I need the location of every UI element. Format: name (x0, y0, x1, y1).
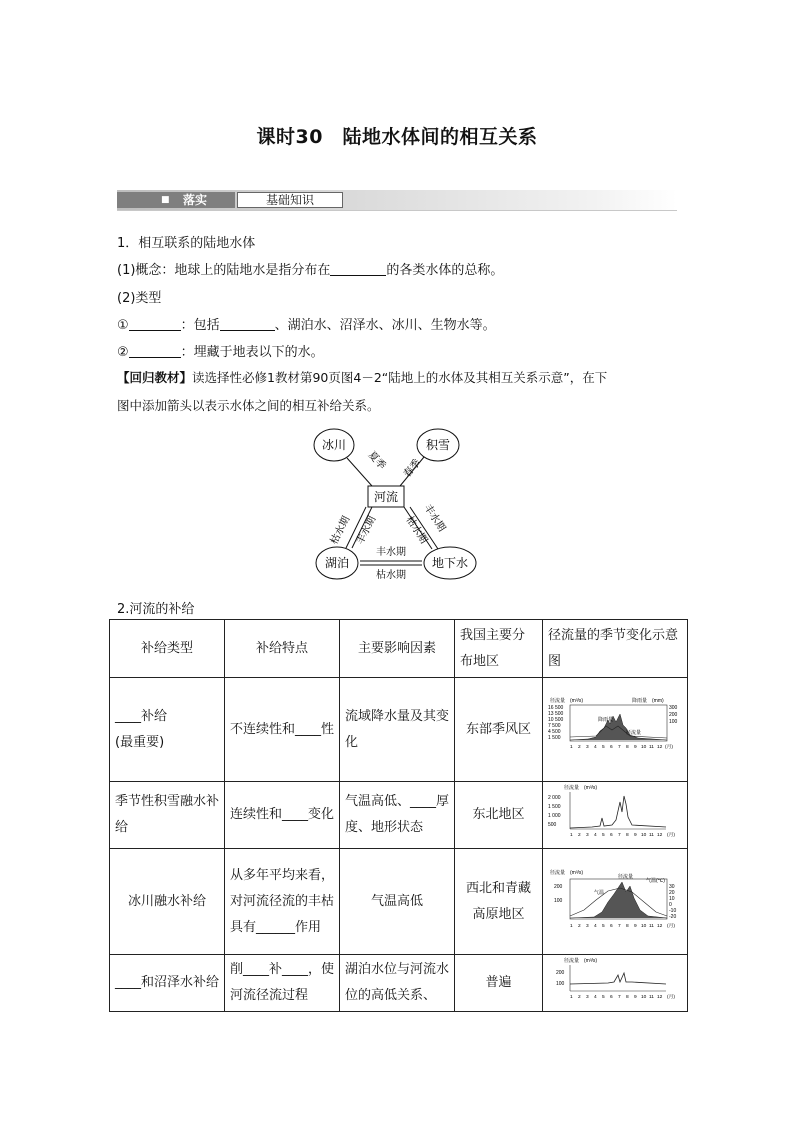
svg-text:8: 8 (626, 744, 629, 750)
header-cell: 主要影响因素 (340, 620, 455, 678)
textbook-ref: 【回归教材】读选择性必修1教材第90页图4－2“陆地上的水体及其相互关系示意”，在下 (117, 370, 608, 385)
svg-text:9: 9 (634, 744, 637, 750)
svg-text:10: 10 (641, 995, 647, 1000)
section-heading: 1．相互联系的陆地水体 (117, 236, 256, 251)
svg-text:6: 6 (610, 744, 613, 750)
svg-text:降雨量: 降雨量 (632, 697, 648, 704)
header-cell: 我国主要分布地区 (455, 620, 543, 678)
concept-line: (1)概念：地球上的陆地水是指分布在 的各类水体的总称。 (117, 263, 504, 278)
lake-label: 湖泊 (324, 556, 350, 570)
svg-text:12: 12 (657, 995, 663, 1000)
page-title: 课时30 陆地水体间的相互关系 (256, 126, 538, 148)
supply-type-cell: ____和沼泽水补给 (110, 955, 225, 1012)
svg-text:(月): (月) (665, 744, 673, 750)
glacier-runoff-chart (548, 864, 682, 930)
svg-text:10: 10 (641, 833, 647, 838)
svg-text:-10: -10 (669, 907, 677, 914)
svg-text:4: 4 (594, 744, 597, 750)
svg-text:13 500: 13 500 (548, 710, 564, 717)
svg-text:9: 9 (634, 833, 637, 838)
svg-text:6: 6 (610, 833, 613, 838)
svg-text:径流量: 径流量 (626, 729, 642, 736)
svg-text:100: 100 (669, 718, 678, 725)
svg-text:4: 4 (594, 923, 597, 929)
factor-cell: 湖泊水位与河流水位的高低关系、 (340, 955, 455, 1012)
svg-text:10: 10 (641, 923, 647, 929)
svg-text:200: 200 (556, 970, 565, 976)
svg-text:2: 2 (578, 995, 581, 1000)
answer-blank (220, 316, 275, 331)
header-cell: 补给特点 (225, 620, 340, 678)
types-line: (2)类型 (117, 291, 162, 306)
svg-text:8: 8 (626, 995, 629, 1000)
svg-text:200: 200 (554, 883, 563, 890)
glacier-label: 冰川 (321, 438, 347, 452)
svg-text:10 500: 10 500 (548, 716, 564, 723)
svg-text:7: 7 (618, 744, 621, 750)
table-header-row (110, 620, 688, 678)
svg-text:11: 11 (649, 833, 654, 838)
table-row (110, 678, 688, 782)
svg-text:径流量: 径流量 (550, 697, 566, 704)
svg-text:4 500: 4 500 (548, 728, 561, 735)
svg-text:3: 3 (586, 995, 589, 1000)
svg-text:9: 9 (634, 995, 637, 1000)
svg-text:径流量: 径流量 (618, 873, 634, 880)
svg-text:30: 30 (669, 883, 675, 890)
banner-tag (117, 192, 235, 208)
month-axis: 1 (570, 744, 573, 750)
header-cell: 补给类型 (110, 620, 225, 678)
svg-text:(月): (月) (667, 833, 675, 838)
chart-cell (543, 849, 688, 955)
spring-label: 春季 (401, 457, 424, 480)
svg-text:1 500: 1 500 (548, 804, 561, 810)
svg-text:(m³/s): (m³/s) (570, 869, 584, 876)
svg-text:7: 7 (618, 833, 621, 838)
svg-text:(mm): (mm) (652, 697, 664, 704)
svg-text:12: 12 (657, 833, 663, 838)
region-cell: 普遍 (455, 955, 543, 1012)
svg-text:-20: -20 (669, 913, 677, 920)
svg-text:100: 100 (556, 981, 565, 987)
header-cell: 径流量的季节变化示意图 (543, 620, 688, 678)
svg-text:(m³/s): (m³/s) (584, 958, 598, 964)
svg-text:12: 12 (657, 923, 663, 929)
supply-type-cell: 季节性积雪融水补给 (110, 782, 225, 849)
table-row (110, 782, 688, 849)
banner-tag-label: 落实 (183, 193, 208, 207)
lake-runoff-chart (548, 955, 682, 1001)
svg-text:(℃): (℃) (656, 877, 665, 884)
svg-text:6: 6 (610, 923, 613, 929)
type-item-2: ② ：埋藏于地表以下的水。 (117, 345, 324, 360)
svg-text:4: 4 (594, 833, 597, 838)
svg-text:5: 5 (602, 923, 605, 929)
factor-cell: 流域降水量及其变化 (340, 678, 455, 782)
svg-text:3: 3 (586, 744, 589, 750)
answer-blank (129, 316, 181, 331)
rain-runoff-chart (548, 696, 682, 754)
svg-text:11: 11 (649, 995, 654, 1000)
region-cell: 东部季风区 (455, 678, 543, 782)
svg-text:3: 3 (586, 923, 589, 929)
factor-cell: 气温高低 (340, 849, 455, 955)
svg-text:20: 20 (669, 889, 675, 896)
feature-cell: 从多年平均来看，对河流径流的丰枯具有______作用 (225, 849, 340, 955)
river-supply-table (109, 619, 688, 1012)
svg-text:0: 0 (669, 901, 672, 908)
dry-label-right: 枯水期 (403, 514, 430, 546)
wet-label-left: 丰水期 (354, 514, 379, 547)
svg-text:4: 4 (594, 995, 597, 1000)
svg-text:6: 6 (610, 995, 613, 1000)
svg-text:11: 11 (649, 923, 654, 929)
svg-text:10: 10 (641, 744, 647, 750)
svg-text:径流量: 径流量 (564, 958, 580, 964)
wet-label-right: 丰水期 (421, 502, 448, 534)
section-banner (117, 190, 677, 211)
svg-text:9: 9 (634, 923, 637, 929)
svg-text:10: 10 (669, 895, 675, 902)
svg-text:5: 5 (602, 744, 605, 750)
chart-cell (543, 678, 688, 782)
svg-text:12: 12 (657, 744, 663, 750)
river-label: 河流 (373, 490, 399, 504)
supply-type-cell: 冰川融水补给 (110, 849, 225, 955)
glacier-river-link (347, 458, 372, 486)
svg-text:500: 500 (548, 822, 557, 828)
feature-cell: 削____补____，使河流径流过程 (225, 955, 340, 1012)
banner-subtitle: 基础知识 (237, 192, 343, 208)
supply-type-cell: ____补给 (最重要) (110, 678, 225, 782)
svg-text:200: 200 (669, 711, 678, 718)
svg-text:1 000: 1 000 (548, 813, 561, 819)
svg-text:7: 7 (618, 923, 621, 929)
svg-text:(月): (月) (667, 923, 675, 929)
summer-label: 夏季 (365, 449, 388, 472)
svg-text:16 500: 16 500 (548, 704, 564, 711)
svg-text:2: 2 (578, 833, 581, 838)
svg-text:径流量: 径流量 (550, 869, 566, 876)
chart-cell (543, 782, 688, 849)
svg-text:(月): (月) (667, 995, 675, 1000)
region-cell: 东北地区 (455, 782, 543, 849)
table-row (110, 849, 688, 955)
svg-text:8: 8 (626, 833, 629, 838)
table-title: 2.河流的补给 (117, 602, 195, 617)
dry-label-left: 枯水期 (328, 514, 353, 547)
region-cell: 西北和青藏高原地区 (455, 849, 543, 955)
svg-text:100: 100 (554, 897, 563, 904)
svg-text:7: 7 (618, 995, 621, 1000)
svg-text:(m³/s): (m³/s) (570, 697, 584, 704)
svg-text:气温: 气温 (646, 877, 657, 884)
svg-text:(m³/s): (m³/s) (584, 785, 598, 791)
table-row (110, 955, 688, 1012)
wet-label-bottom: 丰水期 (376, 547, 406, 558)
chart-cell (543, 955, 688, 1012)
svg-text:2 000: 2 000 (548, 795, 561, 801)
answer-blank (129, 343, 181, 358)
svg-text:1: 1 (570, 923, 573, 929)
svg-text:径流量: 径流量 (564, 785, 580, 791)
dry-label-bottom: 枯水期 (376, 570, 406, 581)
groundwater-label: 地下水 (431, 556, 469, 570)
svg-text:8: 8 (626, 923, 629, 929)
svg-text:1: 1 (570, 995, 573, 1000)
snowmelt-runoff-chart (548, 782, 682, 838)
svg-text:2: 2 (578, 744, 581, 750)
textbook-ref-2: 图中添加箭头以表示水体之间的相互补给关系。 (117, 398, 380, 413)
svg-text:2: 2 (578, 923, 581, 929)
feature-cell: 连续性和____变化 (225, 782, 340, 849)
svg-text:1 500: 1 500 (548, 734, 561, 741)
svg-text:降雨量: 降雨量 (598, 716, 614, 723)
svg-text:1: 1 (570, 833, 573, 838)
ref-tag: 【回归教材】 (117, 370, 193, 385)
square-icon: ■ (161, 195, 170, 205)
svg-text:5: 5 (602, 995, 605, 1000)
type-item-1: ① ：包括 、湖泊水、沼泽水、冰川、生物水等。 (117, 318, 496, 333)
feature-cell: 不连续性和____性 (225, 678, 340, 782)
answer-blank (330, 261, 386, 276)
factor-cell: 气温高低、____厚度、地形状态 (340, 782, 455, 849)
snow-label: 积雪 (425, 438, 451, 452)
svg-text:300: 300 (669, 704, 678, 711)
svg-text:11: 11 (649, 744, 654, 750)
water-relation-diagram (300, 425, 500, 585)
svg-text:5: 5 (602, 833, 605, 838)
svg-text:气温: 气温 (594, 889, 605, 896)
svg-text:3: 3 (586, 833, 589, 838)
svg-text:7 500: 7 500 (548, 722, 561, 729)
